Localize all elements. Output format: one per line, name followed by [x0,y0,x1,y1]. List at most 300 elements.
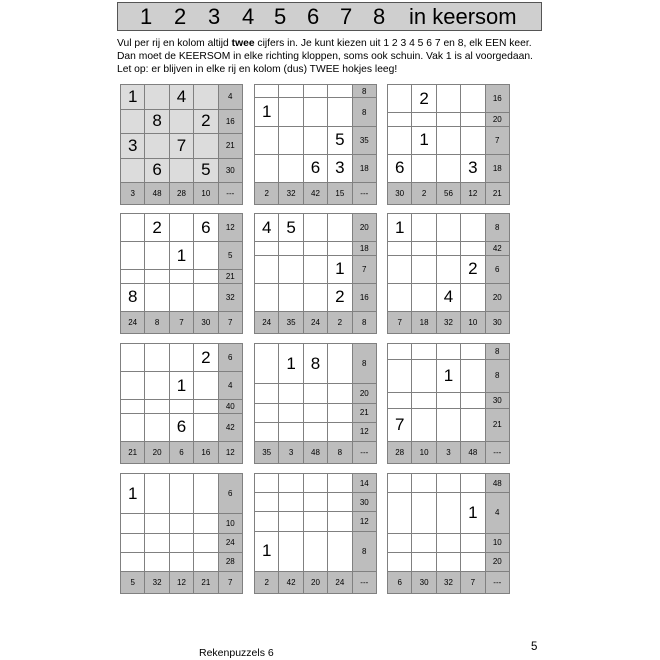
puzzle-grid-9 [387,343,510,464]
puzzle-cell[interactable] [194,514,218,533]
puzzle-cell[interactable] [436,242,460,255]
row-product: 21 [218,270,242,283]
row-product: 8 [352,98,376,126]
puzzle-cell[interactable] [388,344,412,360]
row-product: 21 [485,408,509,441]
puzzle-cell[interactable] [279,255,303,283]
column-product: 24 [303,312,327,334]
puzzle-cell[interactable] [388,359,412,392]
row-product: 20 [352,214,376,242]
puzzle-cell[interactable] [412,113,436,126]
puzzle-cell[interactable] [169,400,193,413]
puzzle-cell[interactable]: 2 [412,85,436,113]
puzzle-cell[interactable] [388,126,412,154]
puzzle-cell[interactable] [412,242,436,255]
puzzle-cell[interactable] [412,359,436,392]
puzzle-grid-1 [120,84,243,205]
row-product: 18 [352,154,376,182]
puzzle-cell[interactable] [194,552,218,571]
column-product: 48 [461,442,485,464]
puzzle-cell [121,109,145,134]
puzzle-cell[interactable] [461,533,485,552]
puzzle-cell[interactable] [461,85,485,113]
row-product: 4 [218,372,242,400]
puzzle-cell[interactable] [145,552,169,571]
puzzle-cell[interactable] [169,533,193,552]
puzzle-cell: 4 [169,85,193,110]
row-product: 16 [485,85,509,113]
puzzle-cell[interactable]: 6 [303,154,327,182]
puzzle-cell[interactable] [255,512,279,531]
puzzle-cell[interactable] [303,255,327,283]
puzzle-cell[interactable] [169,514,193,533]
puzzle-cell[interactable] [436,408,460,441]
diagonal-product: --- [352,183,376,205]
column-product: 16 [194,442,218,464]
puzzle-cell[interactable] [461,283,485,311]
row-product: 20 [352,384,376,403]
puzzle-cell[interactable] [328,422,352,441]
puzzle-cell[interactable] [303,126,327,154]
puzzle-cell[interactable] [121,270,145,283]
puzzle-cell[interactable] [121,242,145,270]
instructions-emphasis: twee [231,38,255,49]
puzzle-cell[interactable] [169,283,193,311]
puzzle-cell[interactable] [328,403,352,422]
puzzle-cell[interactable] [169,344,193,372]
puzzle-cell[interactable]: 5 [279,214,303,242]
puzzle-cell[interactable] [303,493,327,512]
row-product: 5 [218,242,242,270]
puzzle-cell[interactable] [388,552,412,571]
puzzle-cell[interactable] [461,392,485,408]
puzzle-cell[interactable] [436,255,460,283]
diagonal-product: --- [485,572,509,594]
row-product: 30 [218,158,242,183]
puzzle-cell: 8 [145,109,169,134]
row-product: 12 [352,422,376,441]
row-product: 21 [218,134,242,159]
puzzle-cell[interactable]: 3 [328,154,352,182]
title-digit: 8 [373,4,386,29]
puzzle-cell[interactable] [388,392,412,408]
puzzle-cell[interactable] [303,85,327,98]
puzzle-cell[interactable] [255,283,279,311]
puzzle-cell[interactable] [279,403,303,422]
puzzle-cell[interactable] [255,403,279,422]
puzzle-cell[interactable] [303,242,327,255]
puzzle-cell[interactable] [169,270,193,283]
puzzle-cell[interactable] [388,283,412,311]
puzzle-cell[interactable] [412,493,436,533]
puzzle-cell[interactable] [412,255,436,283]
puzzle-cell[interactable] [279,422,303,441]
puzzle-cell[interactable] [255,474,279,493]
title-digit: 2 [174,4,187,29]
puzzle-cell[interactable] [412,552,436,571]
column-product: 6 [388,572,412,594]
puzzle-cell[interactable]: 2 [461,255,485,283]
puzzle-cell[interactable] [303,384,327,403]
diagonal-product: --- [485,442,509,464]
puzzle-cell[interactable] [303,512,327,531]
puzzle-cell: 3 [121,134,145,159]
puzzle-cell[interactable]: 7 [388,408,412,441]
diagonal-product: --- [352,572,376,594]
row-product: 20 [485,113,509,126]
puzzle-cell[interactable] [328,242,352,255]
row-product: 8 [485,344,509,360]
title-digit: 4 [242,4,255,29]
puzzle-cell[interactable] [388,533,412,552]
puzzle-cell[interactable]: 1 [328,255,352,283]
diagonal-product: --- [352,442,376,464]
puzzle-cell[interactable] [194,283,218,311]
puzzle-cell: 7 [169,134,193,159]
puzzle-cell[interactable] [145,413,169,441]
row-product: 35 [352,126,376,154]
puzzle-cell[interactable] [255,154,279,182]
puzzle-cell[interactable] [279,154,303,182]
puzzle-cell[interactable] [328,512,352,531]
puzzle-cell[interactable] [328,85,352,98]
row-product: 30 [352,493,376,512]
column-product: 10 [412,442,436,464]
puzzle-cell [194,134,218,159]
puzzle-cell[interactable] [412,344,436,360]
puzzle-cell[interactable] [436,113,460,126]
puzzle-cell[interactable] [436,344,460,360]
instructions-text [117,38,545,76]
puzzle-cell[interactable]: 4 [436,283,460,311]
puzzle-cell[interactable] [436,474,460,493]
row-product: 48 [485,474,509,493]
puzzle-cell[interactable] [303,98,327,126]
row-product: 16 [352,283,376,311]
column-product: 3 [279,442,303,464]
puzzle-cell: 6 [145,158,169,183]
puzzle-cell[interactable] [303,283,327,311]
puzzle-cell[interactable] [145,242,169,270]
column-product: 2 [255,183,279,205]
puzzle-cell[interactable] [255,344,279,384]
column-product: 2 [328,312,352,334]
puzzle-cell[interactable] [328,384,352,403]
puzzle-cell[interactable] [121,214,145,242]
puzzle-cell[interactable] [303,422,327,441]
column-product: 32 [279,183,303,205]
puzzle-cell[interactable] [121,413,145,441]
puzzle-cell[interactable] [303,403,327,422]
puzzle-cell[interactable] [412,154,436,182]
puzzle-cell[interactable] [461,344,485,360]
puzzle-cell [121,158,145,183]
puzzle-cell[interactable] [436,126,460,154]
puzzle-grid-12 [387,473,510,594]
puzzle-cell[interactable] [279,384,303,403]
puzzle-cell[interactable] [121,400,145,413]
puzzle-cell[interactable] [279,493,303,512]
puzzle-cell[interactable] [255,126,279,154]
puzzle-cell[interactable] [388,255,412,283]
column-product: 3 [436,442,460,464]
column-product: 48 [145,183,169,205]
puzzle-cell[interactable] [279,242,303,255]
puzzle-cell[interactable] [388,474,412,493]
puzzle-cell[interactable] [255,422,279,441]
row-product: 20 [485,552,509,571]
puzzle-cell[interactable] [194,400,218,413]
row-product: 7 [485,126,509,154]
column-product: 5 [121,572,145,594]
puzzle-cell[interactable] [194,372,218,400]
row-product: 40 [218,400,242,413]
puzzle-cell[interactable] [255,242,279,255]
puzzle-cell [145,134,169,159]
puzzle-cell [145,85,169,110]
column-product: 32 [436,572,460,594]
column-product: 42 [303,183,327,205]
row-product: 10 [485,533,509,552]
puzzle-cell[interactable] [279,512,303,531]
row-product: 6 [218,474,242,514]
puzzle-cell[interactable] [388,242,412,255]
column-product: 35 [255,442,279,464]
puzzle-cell[interactable] [388,493,412,533]
puzzle-cell[interactable]: 1 [169,242,193,270]
puzzle-grid-11 [254,473,377,594]
puzzle-cell[interactable]: 3 [461,154,485,182]
column-product: 24 [255,312,279,334]
puzzle-cell[interactable]: 6 [194,214,218,242]
puzzle-cell[interactable]: 1 [121,474,145,514]
row-product: 18 [352,242,376,255]
row-product: 7 [352,255,376,283]
puzzle-cell[interactable] [303,531,327,571]
column-product: 30 [412,572,436,594]
puzzle-cell[interactable] [328,531,352,571]
row-product: 8 [352,344,376,384]
puzzle-cell[interactable]: 6 [388,154,412,182]
row-product: 21 [352,403,376,422]
puzzle-cell[interactable]: 1 [461,493,485,533]
puzzle-cell[interactable] [145,344,169,372]
puzzle-cell[interactable] [303,474,327,493]
puzzle-cell: 5 [194,158,218,183]
puzzle-cell[interactable]: 1 [388,214,412,242]
puzzle-cell[interactable]: 6 [169,413,193,441]
row-product: 20 [485,283,509,311]
row-product: 18 [485,154,509,182]
puzzle-cell [194,85,218,110]
title-digit: 1 [140,4,153,29]
puzzle-cell[interactable] [145,372,169,400]
puzzle-cell[interactable] [461,359,485,392]
puzzle-cell[interactable]: 8 [121,283,145,311]
puzzle-cell[interactable]: 2 [145,214,169,242]
puzzle-cell[interactable] [303,214,327,242]
diagonal-product: 7 [218,572,242,594]
puzzle-cell[interactable] [328,98,352,126]
puzzle-cell[interactable] [145,270,169,283]
column-product: 21 [194,572,218,594]
column-product: 7 [169,312,193,334]
puzzle-grid-6 [387,213,510,334]
puzzle-cell[interactable] [328,344,352,384]
puzzle-cell[interactable] [328,493,352,512]
puzzle-cell[interactable] [194,533,218,552]
puzzle-cell[interactable] [279,85,303,98]
diagonal-product: 21 [485,183,509,205]
column-product: 15 [328,183,352,205]
puzzle-cell[interactable] [412,283,436,311]
row-product: 42 [485,242,509,255]
puzzle-cell[interactable] [169,474,193,514]
puzzle-cell[interactable] [121,552,145,571]
column-product: 12 [461,183,485,205]
puzzle-cell[interactable] [279,98,303,126]
puzzle-cell[interactable] [194,413,218,441]
column-product: 35 [279,312,303,334]
puzzle-cell[interactable] [145,474,169,514]
puzzle-cell[interactable]: 8 [303,344,327,384]
puzzle-cell[interactable] [461,113,485,126]
puzzle-cell[interactable]: 2 [328,283,352,311]
puzzle-cell[interactable] [194,242,218,270]
puzzle-grid-2 [254,84,377,205]
puzzle-cell[interactable] [436,85,460,113]
puzzle-cell[interactable] [436,533,460,552]
puzzle-cell[interactable] [412,474,436,493]
diagonal-product: 7 [218,312,242,334]
puzzle-cell[interactable] [461,242,485,255]
puzzle-cell[interactable]: 1 [436,359,460,392]
diagonal-product: 30 [485,312,509,334]
row-product: 14 [352,474,376,493]
column-product: 20 [303,572,327,594]
footer-book-title: Rekenpuzzels 6 [199,647,274,659]
column-product: 42 [279,572,303,594]
column-product: 2 [255,572,279,594]
column-product: 21 [121,442,145,464]
puzzle-cell[interactable] [121,533,145,552]
puzzle-cell[interactable]: 1 [255,98,279,126]
row-product: 12 [218,214,242,242]
puzzle-cell[interactable] [436,552,460,571]
puzzle-cell[interactable]: 1 [279,344,303,384]
puzzle-cell[interactable] [388,85,412,113]
puzzle-cell[interactable]: 2 [194,344,218,372]
column-product: 10 [461,312,485,334]
row-product: 4 [218,85,242,110]
puzzle-cell[interactable] [255,384,279,403]
puzzle-cell[interactable] [145,283,169,311]
title-digit: 7 [340,4,353,29]
column-product: 28 [169,183,193,205]
puzzle-cell[interactable] [436,154,460,182]
puzzle-cell[interactable] [169,214,193,242]
puzzle-cell[interactable] [412,533,436,552]
puzzle-cell[interactable] [412,214,436,242]
column-product: 8 [145,312,169,334]
page-number: 5 [531,641,538,653]
puzzle-cell: 1 [121,85,145,110]
row-product: 4 [485,493,509,533]
puzzle-cell[interactable] [412,392,436,408]
puzzle-cell[interactable] [388,113,412,126]
puzzle-cell[interactable]: 1 [169,372,193,400]
puzzle-cell[interactable] [461,552,485,571]
puzzle-cell[interactable] [255,493,279,512]
column-product: 8 [328,442,352,464]
column-product: 7 [461,572,485,594]
puzzle-cell [169,158,193,183]
puzzle-cell[interactable] [279,474,303,493]
instructions-part1: Vul per rij en kolom altijd [117,38,232,49]
puzzle-cell[interactable] [436,392,460,408]
title-digit: 5 [274,4,287,29]
puzzle-cell[interactable] [194,474,218,514]
row-product: 8 [485,359,509,392]
puzzle-cell[interactable] [279,126,303,154]
puzzle-cell[interactable] [194,270,218,283]
puzzle-cell[interactable] [279,531,303,571]
puzzle-cell[interactable] [328,474,352,493]
row-product: 12 [352,512,376,531]
column-product: 20 [145,442,169,464]
puzzle-cell[interactable] [279,283,303,311]
puzzle-cell[interactable]: 1 [255,531,279,571]
puzzle-cell[interactable] [461,214,485,242]
instructions-part2: cijfers in. Je kunt kiezen uit 1 2 3 4 5 6 7 en 8, elk EEN keer. Dan moet de KEERSOM in elke richting kloppen, soms ook schuin. Vak 1 is al voorgedaan. Let op: er blijven in elke rij en kolom (dus) TWEE hokjes leeg! [117,38,533,75]
puzzle-cell[interactable] [255,85,279,98]
column-product: 7 [388,312,412,334]
puzzle-cell[interactable] [169,552,193,571]
puzzle-cell[interactable] [145,533,169,552]
puzzle-cell[interactable] [145,400,169,413]
row-product: 28 [218,552,242,571]
puzzle-cell[interactable]: 4 [255,214,279,242]
title-suffix: in keersom [409,4,517,29]
puzzle-cell: 2 [194,109,218,134]
puzzle-cell[interactable] [461,408,485,441]
column-product: 32 [145,572,169,594]
puzzle-cell[interactable]: 5 [328,126,352,154]
puzzle-cell[interactable] [461,126,485,154]
column-product: 3 [121,183,145,205]
puzzle-cell[interactable]: 1 [412,126,436,154]
puzzle-cell[interactable] [255,255,279,283]
row-product: 8 [485,214,509,242]
diagonal-product: 12 [218,442,242,464]
diagonal-product: --- [218,183,242,205]
puzzle-cell[interactable] [121,372,145,400]
column-product: 10 [194,183,218,205]
puzzle-cell[interactable] [145,514,169,533]
column-product: 56 [436,183,460,205]
puzzle-cell[interactable] [436,214,460,242]
diagonal-product: 8 [352,312,376,334]
column-product: 6 [169,442,193,464]
puzzle-cell[interactable] [121,344,145,372]
column-product: 28 [388,442,412,464]
puzzle-cell[interactable] [412,408,436,441]
column-product: 32 [436,312,460,334]
puzzle-cell[interactable] [121,514,145,533]
puzzle-cell[interactable] [461,474,485,493]
puzzle-cell[interactable] [436,493,460,533]
puzzle-cell[interactable] [328,214,352,242]
